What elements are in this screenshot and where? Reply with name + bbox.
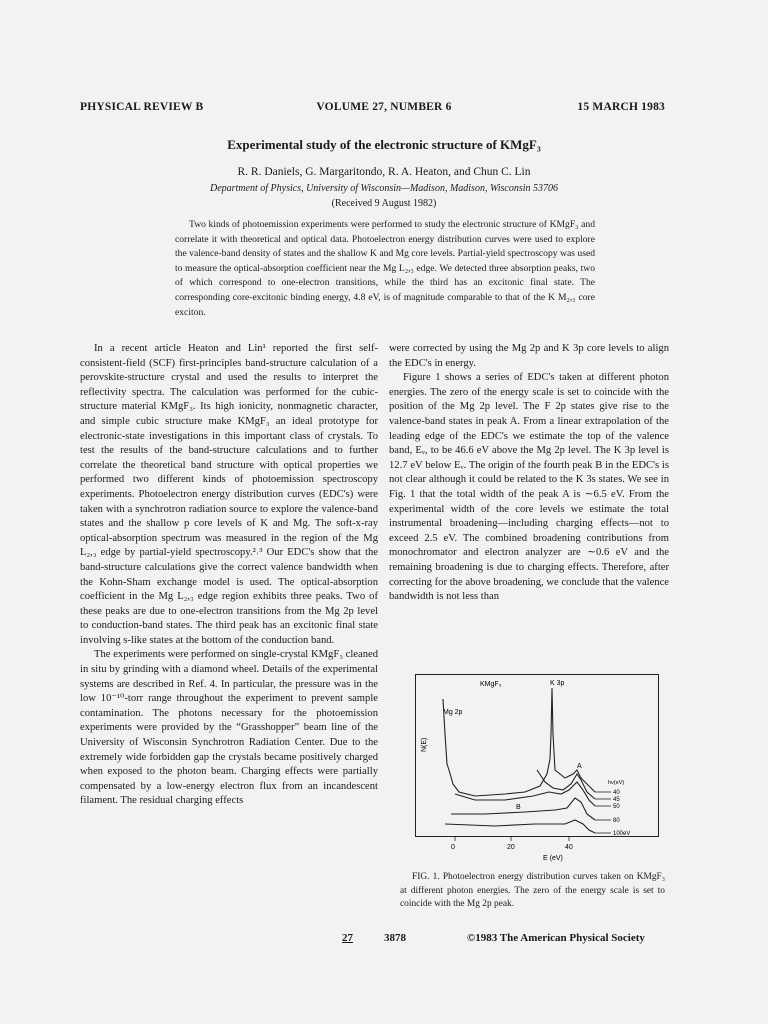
abstract-text: Two kinds of photoemission experiments were performed to study the electronic structure of KMgF₃ and correlate it with theoretical and optical data. Photoelectron energy distribution curves were used to explore the valence-band density of states and the shallow K and Mg core levels. Partial-yield spectroscopy was used to measure the optical-absorption coefficient near the Mg L₂,₃ edge. We detected three absorption peaks, two of which correspond to one-electron transitions, while the third has an excitonic final state. The corresponding core-excitonic binding energy, 4.8 eV, is of magnitude comparable to that of the K M₂,₃ core exciton. [175, 219, 595, 318]
abstract [175, 218, 595, 320]
edc-curve [451, 798, 595, 820]
volume-number: VOLUME 27, NUMBER 6 [316, 101, 452, 113]
peak-a-label: A [577, 763, 582, 770]
figure-caption: FIG. 1. Photoelectron energy distribution curves taken on KMgF₃ at different photon energies. The zero of the energy scale is set to coincide with the Mg 2p peak. [400, 872, 665, 909]
volume-page-number: 27 [342, 932, 353, 944]
edc-plot [415, 674, 659, 866]
paragraph: The experiments were performed on single-crystal KMgF₃ cleaned in situ by grinding with a diamond wheel. Details of the experimental systems are described in Ref. 4. In particular, the pressure was in the low 10⁻¹⁰-torr range throughout the experiment to prevent sample contamination. The photons necessary for the photoemission experiments were provided by the “Grasshopper” beam line of the University of Wisconsin Synchrotron Radiation Center. Due to the extremely wide forbidden gap the crystals became positively charged when exposed to the photon beam. Charging effects were partially compensated by a low-energy electron flux from an incandescent filament. The residual charging effects [80, 649, 378, 807]
hv-value-label: 80 [613, 818, 620, 824]
y-axis-label: N(E) [421, 737, 428, 752]
paragraph: were corrected by using the Mg 2p and K 3p core levels to align the EDC's in energy. [389, 343, 669, 369]
paragraph: In a recent article Heaton and Lin¹ reported the first self-consistent-field (SCF) first-principles band-structure calculation of a perovskite-structure crystal and used the results to interpret the reflectivity spectra. The calculation was performed for the cubic-structure material KMgF₃. Its high ionicity, nonmagnetic character, and simple cubic structure make KMgF₃ an ideal prototype for electronic-state investigations in this important class of crystals. To test the results of the band-structure calculations and to further correlate the theoretical band structure with optical properties we performed two different kinds of photoemission spectroscopy experiments. Photoelectron energy distribution curves (EDC's) were taken with a synchrotron radiation source to explore the valence-band states and the shallow p core levels of K and Mg. The soft-x-ray optical-absorption spectrum was measured in the region of the Mg L₂,₃ edge by partial-yield spectroscopy.²˒³ Our EDC's show that the band-structure calculations give the correct valence bandwidth when the Kohn-Sham exchange model is used. The optical-absorption coefficient in the Mg L₂,₃ edge region exhibits three peaks. Two of these peaks are due to one-electron transitions from the Mg 2p level to conduction-band states. The third peak has an excitonic final state involving s-like states at the bottom of the conduction band. [80, 343, 378, 646]
paragraph: Figure 1 shows a series of EDC's taken at different photon energies. The zero of the energy scale is set to coincide with the position of the Mg 2p level. The F 2p states give rise to the valence-band states in peak A. From a linear extrapolation of the leading edge of the EDC's we estimate the top of the valence band, Eᵥ, to be 46.6 eV above the Mg 2p level. The K 3p level is 12.7 eV below Eᵥ. The origin of the fourth peak B in the EDC's is not clear although it could be related to the K 3s states. We see in Fig. 1 that the total width of the peak A is ∼6.5 eV. From the experimental width of the core levels we estimate the total instrumental broadening—including charging effects—not to exceed 2.5 eV. The combined broadening contributions from monochromator and electron analyzer are ∼0.6 eV and the remaining broadening is due to charging effects. Therefore, after correcting for the above broadening, we conclude that the valence bandwidth is not less than [389, 372, 669, 603]
copyright: ©1983 The American Physical Society [467, 932, 645, 944]
mg2p-label: Mg 2p [443, 709, 463, 716]
hv-value-label: 40 [613, 790, 620, 796]
page-id: 3878 [384, 932, 406, 944]
hv-value-label: 50 [613, 804, 620, 810]
x-tick-label: 20 [507, 844, 515, 851]
body-column-left [80, 342, 378, 809]
hv-value-label: 100eV [613, 831, 631, 837]
plot-frame [416, 675, 659, 837]
edc-curve [445, 820, 595, 833]
issue-date: 15 MARCH 1983 [577, 101, 665, 113]
hv-value-label: 45 [613, 797, 620, 803]
received-date: (Received 9 August 1982) [331, 198, 437, 209]
x-tick-label: 40 [565, 844, 573, 851]
material-label: KMgF₃ [480, 681, 502, 688]
affiliation: Department of Physics, University of Wisconsin—Madison, Madison, Wisconsin 53706 [209, 183, 559, 194]
x-axis-label: E (eV) [543, 855, 563, 862]
x-tick-label: 0 [451, 844, 455, 851]
figure-1 [415, 674, 659, 866]
author-list: R. R. Daniels, G. Margaritondo, R. A. Heaton, and Chun C. Lin [237, 166, 531, 178]
edc-curve [455, 782, 595, 806]
body-column-right [389, 342, 669, 605]
journal-name: PHYSICAL REVIEW B [80, 101, 204, 113]
hv-label: hν(eV) [608, 780, 625, 786]
edc-curve [443, 688, 595, 796]
peak-b-label: B [516, 804, 521, 811]
k3p-label: K 3p [550, 680, 565, 687]
paper-title: Experimental study of the electronic structure of KMgF₃ [227, 137, 541, 152]
